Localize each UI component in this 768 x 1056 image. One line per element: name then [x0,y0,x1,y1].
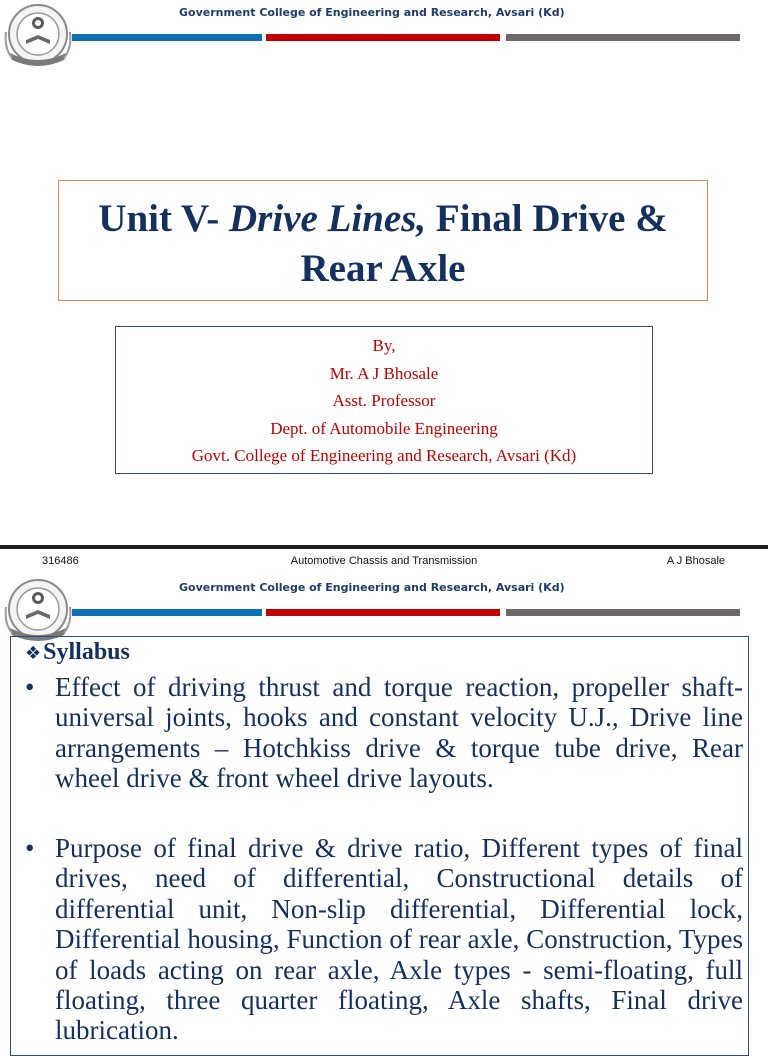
syllabus-bullet-text: Effect of driving thrust and torque reaction, propeller shaft-universal joints, hooks and constant velocity U.J., Drive line arrangements – Hotchkiss drive & torque tube drive, Rear wheel drive & front wheel drive layouts. [55,672,743,794]
header-bar-gray [506,609,740,616]
syllabus-bullet-2 [25,833,743,1046]
syllabus-heading-text: Syllabus [43,639,130,665]
author-by: By, [372,336,396,355]
header-bar-gray [506,34,740,41]
bullet-dot-icon: • [25,672,35,702]
title-part-1: Unit V- [98,197,230,240]
syllabus-box [10,636,749,1056]
author-name: Mr. A J Bhosale [329,363,439,383]
syllabus-bullet-text: Purpose of final drive & drive ratio, Different types of final drives, need of differential, Constructional details of differential unit, Non-slip differential, Differential lock, Differential housing, Function of rear axle, Construction, Types of loads acting on rear axle, Axle types - semi-floating, full floating, three quarter floating, Axle shafts, Final drive lubrication. [55,833,743,1046]
header-bar-red [266,34,500,41]
syllabus-bullet-1 [25,672,743,794]
header-college-name: Government College of Engineering and Research, Avsari (Kd) [179,581,565,594]
title-box [58,180,708,301]
slide-footer [0,549,768,575]
diamond-bullet-icon: ❖ [25,643,42,664]
footer-author: A J Bhosale [666,555,725,567]
college-logo [2,577,74,645]
college-logo [2,2,74,70]
syllabus-heading [25,639,130,666]
header-college-name: Government College of Engineering and Research, Avsari (Kd) [179,6,565,19]
syllabus-slide [0,575,768,1046]
header-bar-red [266,609,500,616]
header-bar-blue [72,34,262,41]
footer-course-code: 316486 [42,555,79,567]
author-box [115,326,653,474]
author-college: Govt. College of Engineering and Research, Avsari (Kd) [191,446,577,465]
title-part-3: Final Drive & [426,197,668,240]
header-bar-blue [72,609,262,616]
author-department: Dept. of Automobile Engineering [270,418,498,438]
footer-course-name: Automotive Chassis and Transmission [290,555,478,567]
bullet-dot-icon: • [25,833,35,863]
slide-title [59,194,707,294]
title-part-2: Drive Lines, [229,197,427,240]
author-designation: Asst. Professor [332,391,436,410]
title-line-2: Rear Axle [300,247,466,290]
